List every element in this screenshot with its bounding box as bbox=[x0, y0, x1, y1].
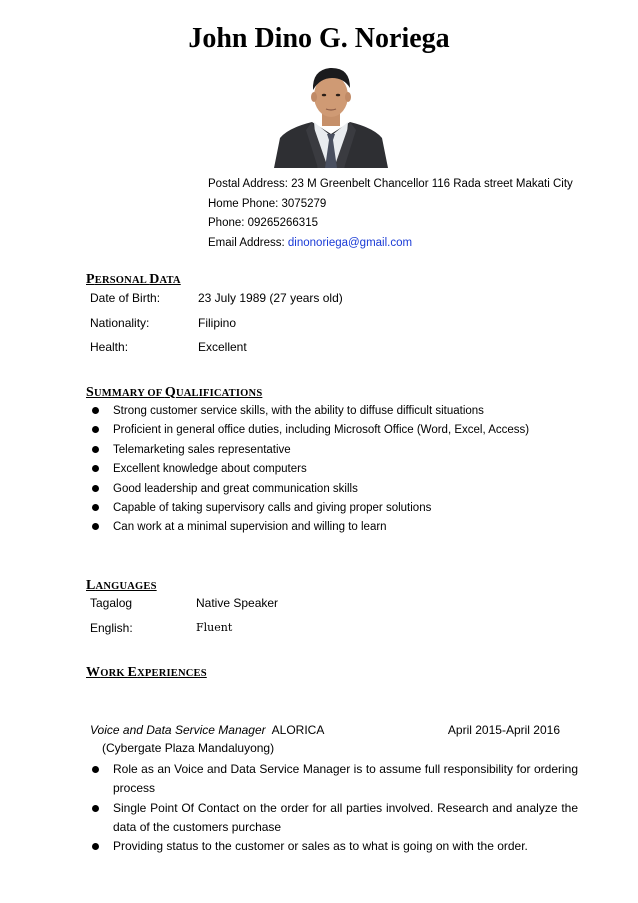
list-item bbox=[90, 442, 590, 461]
job-location: (Cybergate Plaza Mandaluyong) bbox=[102, 741, 275, 755]
language-level: Fluent bbox=[196, 620, 233, 634]
bullet-icon bbox=[92, 485, 99, 492]
job-title-line bbox=[90, 721, 570, 739]
list-item-text: Strong customer service skills, with the ability to diffuse difficult situations bbox=[113, 405, 484, 417]
list-item-text: Can work at a minimal supervision and willing to learn bbox=[113, 521, 387, 534]
profile-photo-image bbox=[270, 62, 392, 168]
home-phone: Home Phone: 3075279 bbox=[208, 197, 327, 210]
personal-value: 23 July 1989 (27 years old) bbox=[198, 291, 343, 305]
email-link[interactable]: dinonoriega@gmail.com bbox=[287, 236, 413, 249]
contact-block bbox=[208, 176, 573, 254]
list-item bbox=[90, 422, 590, 441]
mobile-phone: Phone: 09265266315 bbox=[208, 217, 318, 229]
language-name: English: bbox=[90, 620, 133, 635]
personal-label: Health: bbox=[90, 340, 129, 354]
personal-label: Date of Birth: bbox=[90, 291, 161, 305]
list-item bbox=[90, 403, 590, 422]
job-duties-list bbox=[90, 760, 578, 856]
personal-value: Filipino bbox=[198, 315, 237, 330]
bullet-icon bbox=[92, 843, 99, 850]
language-row bbox=[90, 596, 278, 621]
bullet-icon bbox=[92, 766, 99, 773]
list-item-text: Excellent knowledge about computers bbox=[113, 463, 307, 476]
bullet-icon bbox=[92, 446, 99, 453]
list-item-text: Proficient in general office duties, including Microsoft Office (Word, Excel, Access) bbox=[113, 424, 530, 437]
bullet-icon bbox=[92, 504, 99, 511]
personal-label: Nationality: bbox=[90, 315, 150, 330]
language-level: Native Speaker bbox=[196, 596, 279, 610]
language-row bbox=[90, 621, 278, 646]
email-row bbox=[208, 235, 573, 255]
personal-value: Excellent bbox=[198, 340, 247, 354]
summary-heading: SUMMARY OF QUALIFICATIONS bbox=[86, 385, 263, 400]
bullet-icon bbox=[92, 465, 99, 472]
list-item-text: Good leadership and great communication skills bbox=[113, 482, 358, 495]
list-item bbox=[90, 799, 578, 838]
languages-table bbox=[90, 596, 278, 645]
bullet-icon bbox=[92, 426, 99, 433]
job-dates: April 2015-April 2016 bbox=[447, 723, 560, 737]
job-company: ALORICA bbox=[271, 723, 325, 737]
list-item bbox=[90, 481, 590, 500]
list-item-text: Capable of taking supervisory calls and giving proper solutions bbox=[113, 501, 432, 514]
personal-row bbox=[90, 316, 343, 341]
personal-data-table bbox=[90, 291, 343, 365]
list-item-text: Single Point Of Contact on the order for all parties involved. Research and analyze the data of the customers purchase bbox=[113, 800, 578, 834]
bullet-icon bbox=[92, 805, 99, 812]
list-item-text: Telemarketing sales representative bbox=[113, 443, 291, 456]
list-item bbox=[90, 760, 578, 799]
languages-heading: LANGUAGES bbox=[86, 578, 157, 593]
list-item bbox=[90, 461, 590, 480]
bullet-icon bbox=[92, 523, 99, 530]
job-entry bbox=[90, 721, 570, 757]
profile-photo bbox=[270, 62, 392, 168]
list-item-text: Providing status to the customer or sales as to what is going on with the order. bbox=[113, 839, 528, 854]
list-item-text: Role as an Voice and Data Service Manager is to assume full responsibility for ordering process bbox=[113, 762, 578, 796]
candidate-name: John Dino G. Noriega bbox=[188, 23, 450, 54]
list-item bbox=[90, 519, 590, 538]
work-heading: WORK EXPERIENCES bbox=[86, 665, 207, 680]
language-name: Tagalog bbox=[90, 596, 133, 610]
list-item bbox=[90, 500, 590, 519]
list-item bbox=[90, 837, 578, 856]
personal-data-heading: PERSONAL DATA bbox=[86, 272, 181, 287]
personal-row bbox=[90, 291, 343, 316]
job-role: Voice and Data Service Manager bbox=[90, 723, 266, 737]
postal-address: Postal Address: 23 M Greenbelt Chancellor 116 Rada street Makati City bbox=[208, 178, 573, 190]
summary-list bbox=[90, 403, 590, 539]
personal-row bbox=[90, 340, 343, 365]
email-label: Email Address: bbox=[208, 236, 288, 249]
bullet-icon bbox=[92, 407, 99, 414]
